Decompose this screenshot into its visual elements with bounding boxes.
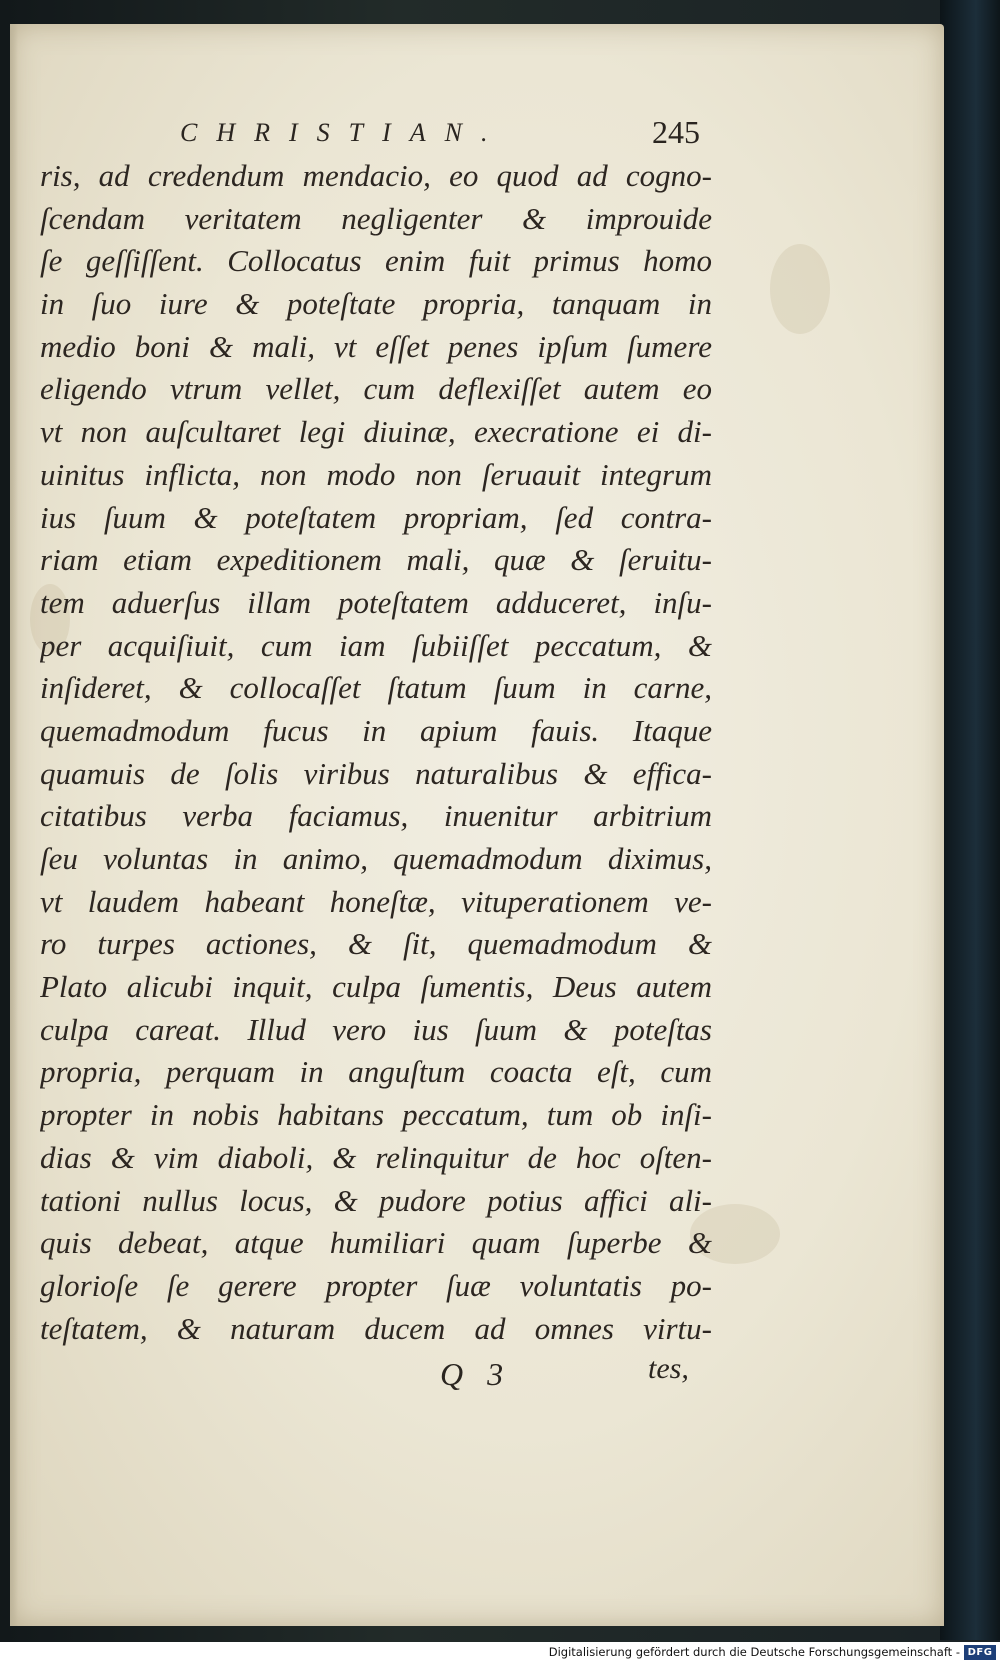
text-line: ſcendam veritatem negligenter & improuide xyxy=(40,200,712,236)
text-line: eligendo vtrum vellet, cum deflexiſſet autem eo xyxy=(40,371,712,407)
text-line: ſeu voluntas in animo, quemadmodum diximus, xyxy=(40,841,712,876)
text-line: vt non auſcultaret legi diuinæ, execratione ei di- xyxy=(40,414,712,450)
funding-credit: Digitalisierung gefördert durch die Deutsche Forschungsgemeinschaft - xyxy=(548,1645,960,1659)
text-line: dias & vim diaboli, & relinquitur de hoc oſten- xyxy=(40,1139,712,1175)
text-line: glorioſe ſe gerere propter ſuæ voluntatis po- xyxy=(40,1267,712,1303)
catchword: tes, xyxy=(648,1352,689,1385)
text-line: ius ſuum & poteſtatem propriam, ſed contra- xyxy=(40,499,712,535)
text-line: riam etiam expeditionem mali, quæ & ſeruitu- xyxy=(40,542,712,578)
text-line: ris, ad credendum mendacio, eo quod ad cogno- xyxy=(40,158,712,193)
page-number: 245 xyxy=(652,114,700,150)
text-line: quemadmodum fucus in apium fauis. Itaque xyxy=(40,712,712,748)
page-gutter-shadow xyxy=(10,24,18,1626)
text-line: culpa careat. Illud vero ius ſuum & poteſtas xyxy=(40,1011,712,1047)
text-line: quamuis de ſolis viribus naturalibus & effica- xyxy=(40,755,712,791)
dfg-logo: DFG xyxy=(964,1645,996,1660)
text-line: uinitus inflicta, non modo non ſeruauit integrum xyxy=(40,456,712,492)
digitization-footer xyxy=(0,1642,1000,1664)
text-line: citatibus verba faciamus, inuenitur arbitrium xyxy=(40,798,712,834)
text-line: propter in nobis habitans peccatum, tum ob inſi- xyxy=(40,1097,712,1133)
scan-cloth-edge xyxy=(940,0,1000,1640)
signature-mark: Q 3 xyxy=(440,1356,512,1392)
running-head-title: CHRISTIAN. xyxy=(180,118,507,147)
text-line: tationi nullus locus, & pudore potius affici ali- xyxy=(40,1182,712,1218)
paper-stain xyxy=(770,244,830,334)
text-line: tem aduerſus illam poteſtatem adduceret, inſu- xyxy=(40,584,712,620)
text-line: quis debeat, atque humiliari quam ſuperbe & xyxy=(40,1225,712,1261)
text-line: Plato alicubi inquit, culpa ſumentis, Deus autem xyxy=(40,969,712,1005)
body-text xyxy=(40,155,712,1350)
text-line: vt laudem habeant honeſtæ, vituperationem ve- xyxy=(40,883,712,919)
running-head xyxy=(180,114,700,154)
text-line: inſideret, & collocaſſet ſtatum ſuum in carne, xyxy=(40,670,712,706)
text-line: per acquiſiuit, cum iam ſubiiſſet peccatum, & xyxy=(40,627,712,663)
text-line: ſe geſſiſſent. Collocatus enim fuit primus homo xyxy=(40,243,712,279)
text-line: teſtatem, & naturam ducem ad omnes virtu- xyxy=(40,1310,712,1346)
text-line: propria, perquam in anguſtum coacta eſt, cum xyxy=(40,1054,712,1090)
text-line: medio boni & mali, vt eſſet penes ipſum ſumere xyxy=(40,328,712,364)
text-line: in ſuo iure & poteſtate propria, tanquam in xyxy=(40,286,712,322)
text-line: ro turpes actiones, & ſit, quemadmodum & xyxy=(40,926,712,962)
